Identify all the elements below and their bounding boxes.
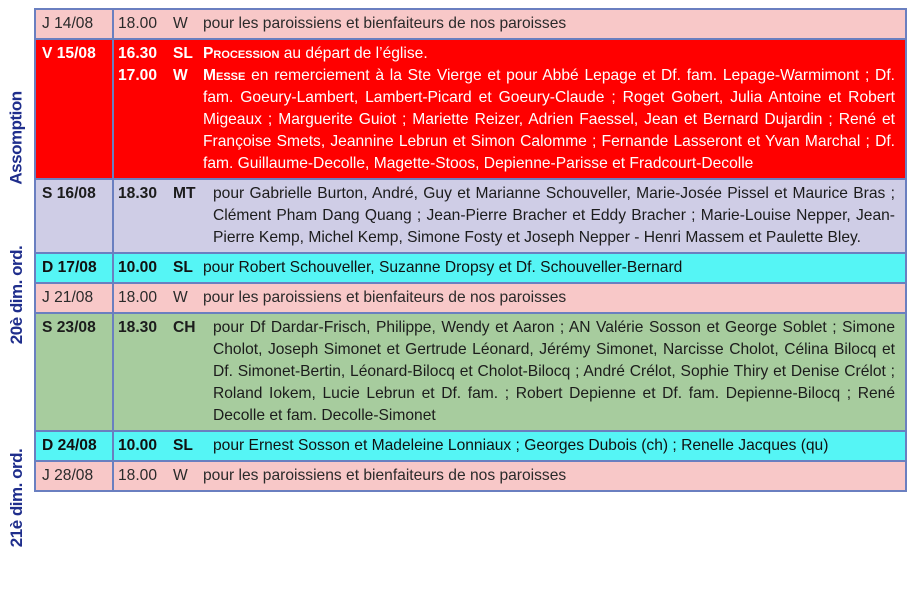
row-intention: pour Robert Schouveller, Suzanne Dropsy et Df. Schouveller-Bernard <box>203 259 683 276</box>
schedule-row <box>35 179 906 253</box>
row-date: J 21/08 <box>35 283 113 313</box>
row-time: 18.30 <box>118 185 158 202</box>
row-location-code: SL <box>173 45 193 62</box>
row-time: 10.00 <box>118 437 158 454</box>
row-time: 18.00 <box>118 289 158 306</box>
row-location-code: W <box>173 67 188 84</box>
row-location-code: SL <box>173 259 193 276</box>
row-date: V 15/08 <box>35 39 113 179</box>
row-time: 18.00 <box>118 467 158 484</box>
row-date: J 14/08 <box>35 9 113 39</box>
row-time: 18.30 <box>118 319 158 336</box>
row-date: J 28/08 <box>35 461 113 491</box>
row-time: 17.00 <box>118 67 158 84</box>
row-location-code: W <box>173 289 188 306</box>
schedule-row <box>35 9 906 39</box>
schedule-row <box>35 283 906 313</box>
row-location-code: MT <box>173 185 196 202</box>
row-time: 18.00 <box>118 15 158 32</box>
side-label-sunday-21: 21è dim. ord. <box>7 448 26 548</box>
mass-heading: Messe <box>203 67 246 84</box>
row-date: D 24/08 <box>35 431 113 461</box>
row-intention: pour Gabrielle Burton, André, Guy et Marianne Schouveller, Marie-Josée Pissel et Maurice Bras ; Clément Pham Dang Quang ; Jean-Pierre Bracher et Eddy Bracher ; Marie-Louise Nepper, Jean-Pierre Kemp, Michel Kemp, Simone Fosty et Joseph Nepper - Henri Massem et Paulette Bley. <box>213 185 895 246</box>
row-date: D 17/08 <box>35 253 113 283</box>
row-location-code: W <box>173 15 188 32</box>
row-location-code: SL <box>173 437 193 454</box>
schedule-row <box>35 431 906 461</box>
row-location-code: W <box>173 467 188 484</box>
row-intention: pour Df Dardar-Frisch, Philippe, Wendy et Aaron ; AN Valérie Sosson et George Soblet ; Simone Cholot, Joseph Simonet et Gertrude Léonard, Jérémy Simonet, Narcisse Cholot, Célina Bilocq et Df. Simonet-Bertin, Léonard-Bilocq et Cholot-Bilocq ; André Crélot, Sophie Thiry et Denise Crélot ; Roland Iokem, Lucie Lebrun et Df. fam. ; Robert Depienne et Df. fam. Depienne-Bilocq ; René Decolle et fam. Decolle-Simonet <box>213 319 895 424</box>
row-intention: Procession au départ de l’église. <box>203 45 428 62</box>
row-intention: pour les paroissiens et bienfaiteurs de nos paroisses <box>203 289 567 306</box>
procession-heading: Procession <box>203 45 280 62</box>
mass-schedule-table <box>34 8 907 492</box>
row-location-code: CH <box>173 319 196 336</box>
side-label-sunday-20: 20è dim. ord. <box>7 245 26 345</box>
row-intention: pour les paroissiens et bienfaiteurs de nos paroisses <box>203 467 567 484</box>
row-date: S 23/08 <box>35 313 113 431</box>
schedule-row-assumption <box>35 39 906 179</box>
row-intention: pour Ernest Sosson et Madeleine Lonniaux ; Georges Dubois (ch) ; Renelle Jacques (qu) <box>213 437 829 454</box>
row-time: 16.30 <box>118 45 158 62</box>
schedule-row <box>35 313 906 431</box>
schedule-row <box>35 253 906 283</box>
row-time: 10.00 <box>118 259 158 276</box>
schedule-row <box>35 461 906 491</box>
row-intention: Messe en remerciement à la Ste Vierge et pour Abbé Lepage et Df. fam. Lepage-Warmimont ; Df. fam. Goeury-Lambert, Lambert-Picard et Goeury-Claude ; Roget Gobert, Julia Antoine et Robert Migeaux ; Marguerite Guiot ; Mariette Reizer, Adrien Faessel, Jean et Bernard Dujardin ; René et Françoise Smets, Jeannine Lebrun et Simon Calomme ; Fernande Lasseront et Yvan Marchal ; Df. fam. Guillaume-Decolle, Magette-Stoos, Depienne-Parisse et Fradcourt-Decolle <box>203 67 895 172</box>
side-label-assumption: Assomption <box>7 91 27 185</box>
row-date: S 16/08 <box>35 179 113 253</box>
row-intention: pour les paroissiens et bienfaiteurs de nos paroisses <box>203 15 567 32</box>
